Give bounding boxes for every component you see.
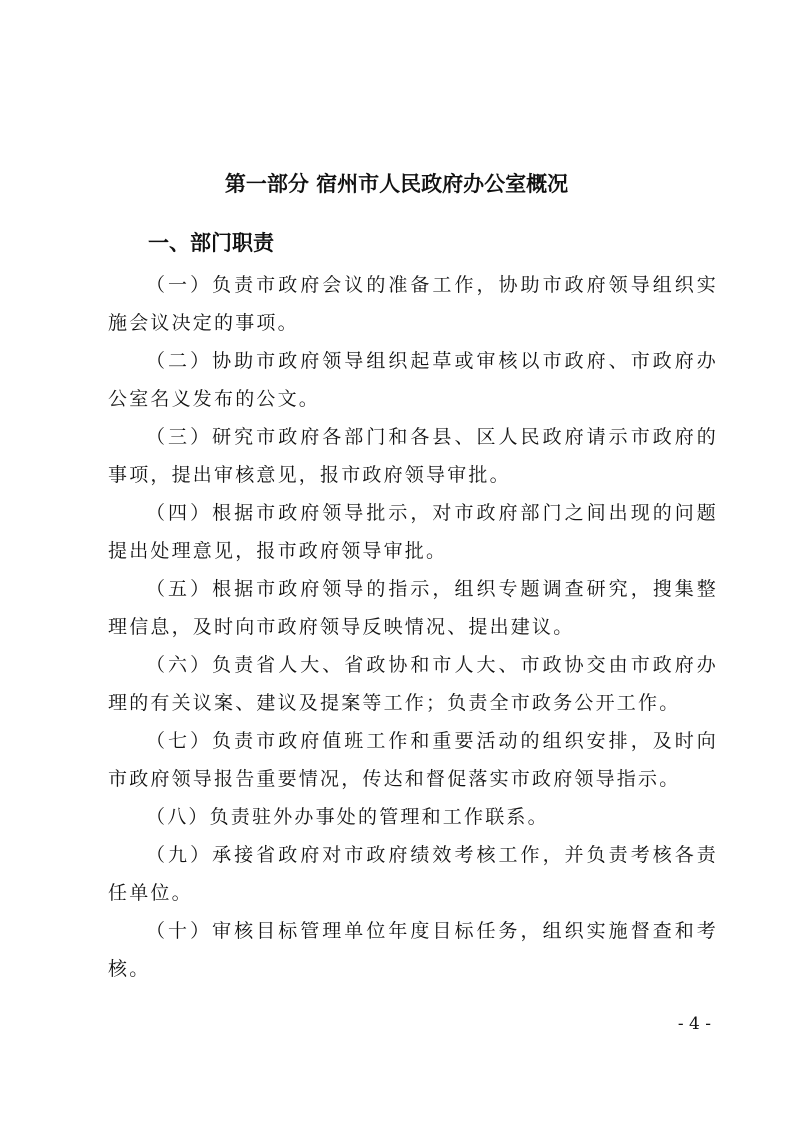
page-number: - 4 - [677,1014,711,1034]
duty-item: （五）根据市政府领导的指示，组织专题调查研究，搜集整理信息，及时向市政府领导反映情况、提出建议。 [108,578,718,638]
duty-item: （十）审核目标管理单位年度目标任务，组织实施督查和考核。 [108,920,718,980]
duties-list [108,266,718,988]
duty-item: （四）根据市政府领导批示，对市政府部门之间出现的问题提出处理意见，报市政府领导审批。 [108,502,718,562]
duty-item: （八）负责驻外办事处的管理和工作联系。 [146,806,549,828]
duty-item: （三）研究市政府各部门和各县、区人民政府请示市政府的事项，提出审核意见，报市政府领导审批。 [108,426,718,486]
section-heading-department-duties: 一、部门职责 [148,231,274,255]
duty-item: （七）负责市政府值班工作和重要活动的组织安排，及时向市政府领导报告重要情况，传达和督促落实市政府领导指示。 [108,730,718,790]
duty-item: （一）负责市政府会议的准备工作，协助市政府领导组织实施会议决定的事项。 [108,274,718,334]
duty-item: （二）协助市政府领导组织起草或审核以市政府、市政府办公室名义发布的公文。 [108,350,718,410]
duty-item: （六）负责省人大、省政协和市人大、市政协交由市政府办理的有关议案、建议及提案等工作；负责全市政务公开工作。 [108,654,718,714]
duty-item: （九）承接省政府对市政府绩效考核工作，并负责考核各责任单位。 [108,844,718,904]
page-title: 第一部分 宿州市人民政府办公室概况 [224,172,569,196]
